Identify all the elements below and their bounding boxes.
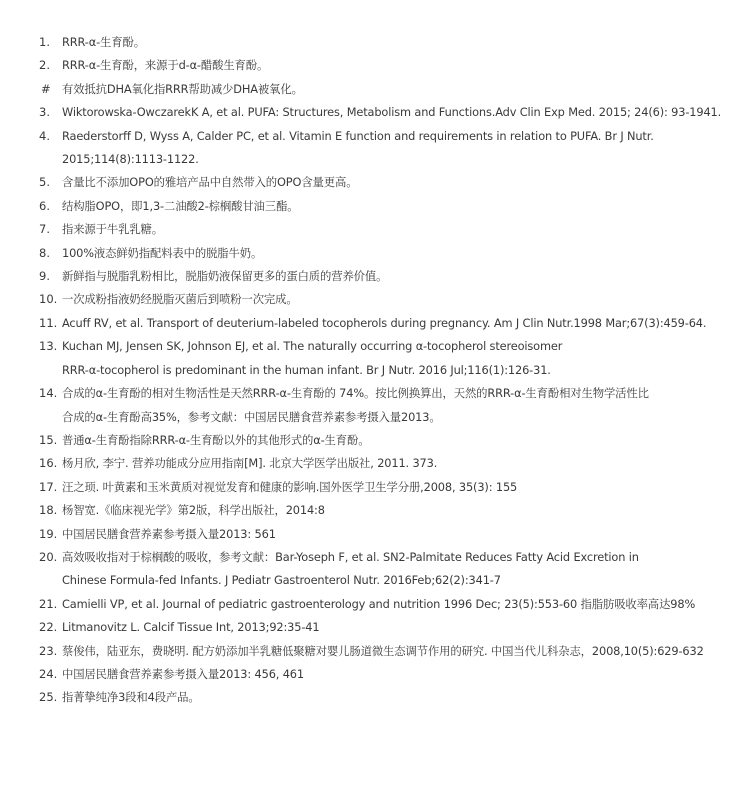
- reference-item: [0, 335, 750, 382]
- reference-number: 21.: [39, 596, 58, 611]
- reference-text: [62, 242, 750, 265]
- reference-line: Chinese Formula-fed Infants. J Pediatr Gastroenterol Nutr. 2016Feb;62(2):341-7: [62, 573, 501, 588]
- reference-number: 11.: [39, 315, 58, 330]
- reference-line: Kuchan MJ, Jensen SK, Johnson EJ, et al. The naturally occurring α-tocopherol stereoisomer: [62, 339, 563, 354]
- reference-item: [0, 523, 750, 546]
- reference-line: RRR-α-生育酚。: [62, 35, 145, 49]
- reference-text: [62, 335, 750, 382]
- reference-number: #: [41, 81, 51, 96]
- reference-item: [0, 218, 750, 241]
- reference-number: 4.: [39, 128, 50, 143]
- reference-line: 合成的α-生育酚的相对生物活性是天然RRR-α-生育酚的 74%。按比例换算出，天然的RRR-α-生育酚相对生物学活性比: [62, 386, 649, 401]
- reference-text: [62, 593, 750, 616]
- reference-text: [62, 101, 750, 124]
- reference-item: [0, 78, 750, 101]
- reference-line: 蔡俊伟，陆亚东，费晓明. 配方奶添加半乳糖低聚糖对婴儿肠道微生态调节作用的研究. 中国当代儿科杂志，2008,10(5):629-632: [62, 643, 704, 658]
- reference-number: 19.: [39, 526, 58, 541]
- reference-item: [0, 195, 750, 218]
- reference-item: [0, 125, 750, 172]
- reference-item: [0, 546, 750, 593]
- reference-item: [0, 663, 750, 686]
- reference-line: Camielli VP, et al. Journal of pediatric gastroenterology and nutrition 1996 Dec; 23(5):553-60 指脂肪吸收率高达98%: [62, 596, 696, 611]
- reference-text: [62, 452, 750, 475]
- reference-line: 2015;114(8):1113-1122.: [62, 152, 199, 167]
- reference-item: [0, 288, 750, 311]
- reference-line: 指来源于牛乳乳糖。: [62, 222, 163, 237]
- reference-line: Wiktorowska-OwczarekK A, et al. PUFA: Structures, Metabolism and Functions.Adv Clin Exp Med. 2015; 24(6): 93-1941.: [62, 105, 722, 120]
- reference-item: [0, 593, 750, 616]
- reference-text: [62, 31, 750, 54]
- reference-line: Acuff RV, et al. Transport of deuterium-labeled tocopherols during pregnancy. Am J Clin Nutr.1998 Mar;67(3):459-64.: [62, 315, 707, 330]
- reference-line: 高效吸收指对于棕榈酸的吸收，参考文献：Bar-Yoseph F, et al. SN2-Palmitate Reduces Fatty Acid Excretion in: [62, 549, 639, 564]
- reference-number: 15.: [39, 432, 58, 447]
- reference-line: RRR-α-生育酚，来源于d-α-醋酸生育酚。: [62, 58, 269, 73]
- reference-number: 3.: [39, 105, 50, 120]
- reference-text: [62, 523, 750, 546]
- reference-list: [0, 31, 750, 710]
- reference-line: 100%液态鲜奶指配料表中的脱脂牛奶。: [62, 245, 263, 260]
- reference-number: 1.: [39, 35, 50, 49]
- reference-item: [0, 312, 750, 335]
- reference-line: RRR-α-tocopherol is predominant in the human infant. Br J Nutr. 2016 Jul;116(1):126-31.: [62, 362, 551, 377]
- reference-line: 杨月欣, 李宁. 营养功能成分应用指南[M]. 北京大学医学出版社, 2011. 373.: [62, 456, 438, 471]
- reference-number: 16.: [39, 456, 58, 471]
- reference-text: [62, 78, 750, 101]
- reference-text: [62, 663, 750, 686]
- reference-number: 18.: [39, 503, 58, 518]
- reference-text: [62, 218, 750, 241]
- reference-number: 22.: [39, 620, 58, 635]
- reference-item: [0, 54, 750, 77]
- reference-text: [62, 265, 750, 288]
- reference-text: [62, 125, 750, 172]
- reference-item: [0, 616, 750, 639]
- reference-line: 中国居民膳食营养素参考摄入量2013: 561: [62, 526, 276, 541]
- reference-item: [0, 31, 750, 54]
- reference-item: [0, 429, 750, 452]
- reference-number: 7.: [39, 222, 50, 237]
- reference-text: [62, 312, 750, 335]
- reference-number: 13.: [39, 339, 58, 354]
- reference-item: [0, 382, 750, 429]
- reference-item: [0, 242, 750, 265]
- reference-item: [0, 686, 750, 709]
- reference-text: [62, 476, 750, 499]
- reference-item: [0, 101, 750, 124]
- reference-line: 有效抵抗DHA氧化指RRR帮助减少DHA被氧化。: [62, 81, 303, 96]
- reference-number: 8.: [39, 245, 50, 260]
- reference-item: [0, 499, 750, 522]
- reference-line: 中国居民膳食营养素参考摄入量2013: 456, 461: [62, 666, 304, 681]
- reference-text: [62, 546, 750, 593]
- reference-number: 9.: [39, 269, 50, 284]
- reference-number: 20.: [39, 549, 58, 564]
- reference-line: 指菁挚纯净3段和4段产品。: [62, 690, 200, 705]
- reference-text: [62, 499, 750, 522]
- reference-line: 合成的α-生育酚高35%，参考文献：中国居民膳食营养素参考摄入量2013。: [62, 409, 441, 424]
- reference-text: [62, 640, 750, 663]
- reference-line: 含量比不添加OPO的雅培产品中自然带入的OPO含量更高。: [62, 175, 358, 190]
- reference-text: [62, 429, 750, 452]
- reference-number: 25.: [39, 690, 58, 705]
- reference-line: 普通α-生育酚指除RRR-α-生育酚以外的其他形式的α-生育酚。: [62, 432, 370, 447]
- reference-number: 2.: [39, 58, 50, 73]
- reference-number: 10.: [39, 292, 58, 307]
- reference-item: [0, 265, 750, 288]
- reference-number: 23.: [39, 643, 58, 658]
- reference-number: 6.: [39, 198, 50, 213]
- reference-number: 14.: [39, 386, 58, 401]
- reference-number: 24.: [39, 666, 58, 681]
- reference-item: [0, 476, 750, 499]
- reference-line: 一次成粉指液奶经脱脂灭菌后到喷粉一次完成。: [62, 292, 298, 307]
- reference-line: 新鲜指与脱脂乳粉相比，脱脂奶液保留更多的蛋白质的营养价值。: [62, 269, 388, 284]
- reference-text: [62, 195, 750, 218]
- reference-text: [62, 171, 750, 194]
- reference-text: [62, 288, 750, 311]
- reference-number: 17.: [39, 479, 58, 494]
- reference-line: 汪之顼. 叶黄素和玉米黄质对视觉发育和健康的影响.国外医学卫生学分册,2008, 35(3): 155: [62, 479, 518, 494]
- reference-line: Raederstorff D, Wyss A, Calder PC, et al. Vitamin E function and requirements in relation to PUFA. Br J Nutr.: [62, 128, 654, 143]
- reference-line: 结构脂OPO，即1,3-二油酸2-棕榈酸甘油三酯。: [62, 198, 299, 213]
- reference-item: [0, 171, 750, 194]
- reference-line: 杨智宽.《临床视光学》第2版，科学出版社，2014:8: [62, 503, 325, 518]
- reference-line: Litmanovitz L. Calcif Tissue Int, 2013;92:35-41: [62, 620, 320, 635]
- reference-number: 5.: [39, 175, 50, 190]
- reference-item: [0, 640, 750, 663]
- reference-text: [62, 686, 750, 709]
- reference-text: [62, 616, 750, 639]
- reference-text: [62, 54, 750, 77]
- reference-item: [0, 452, 750, 475]
- reference-text: [62, 382, 750, 429]
